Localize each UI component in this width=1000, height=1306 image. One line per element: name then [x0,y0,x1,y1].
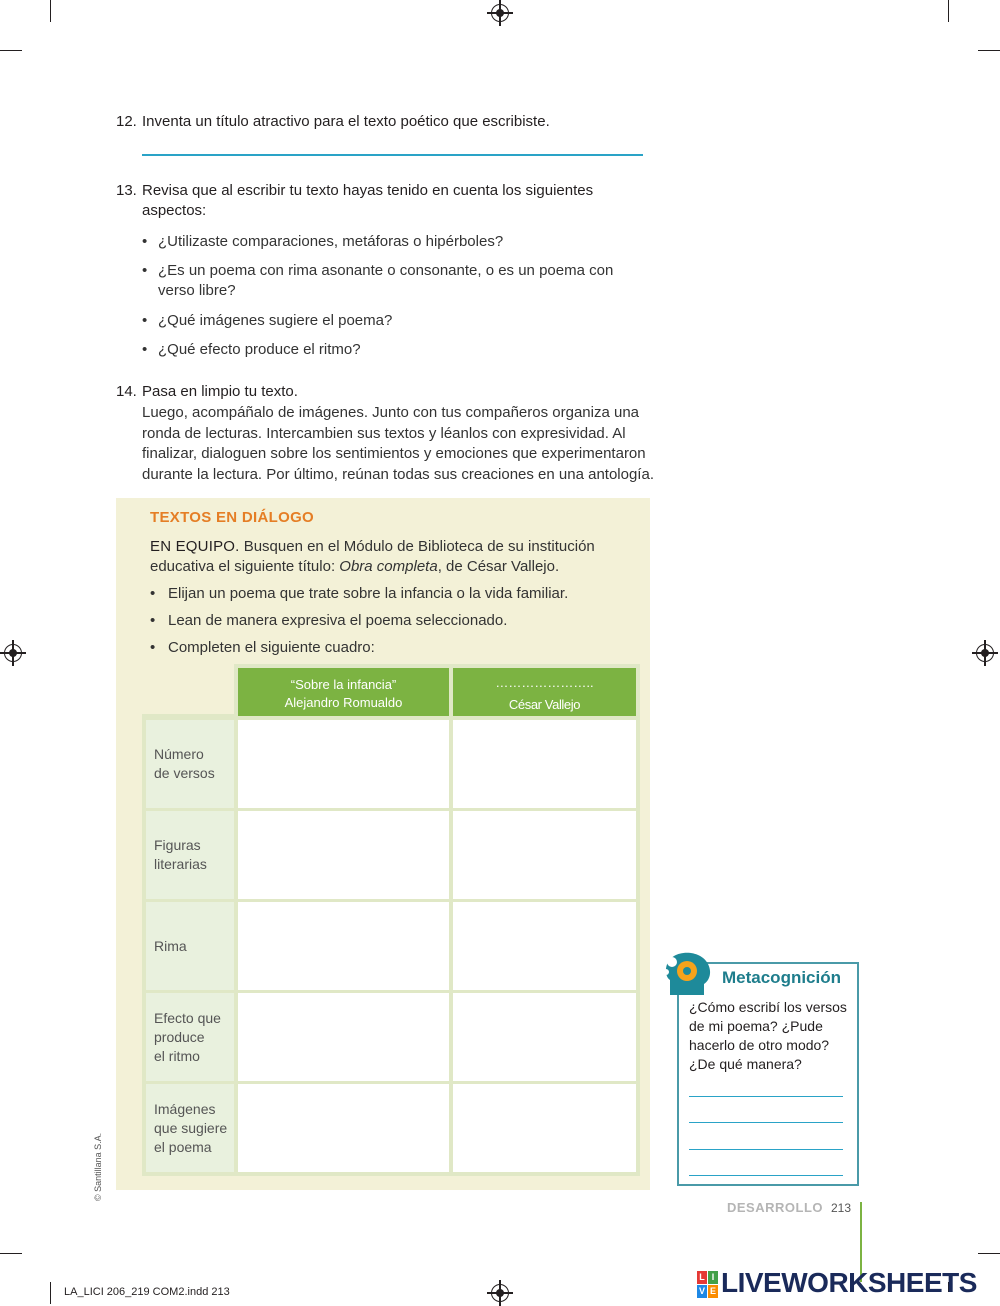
question-13-cont: aspectos: [142,202,207,219]
bullet-item: • ¿Qué efecto produce el ritmo? [142,341,361,358]
question-13: 13. Revisa que al escribir tu texto hayas tenido en cuenta los siguientes [116,182,594,199]
table-row-label: Figuras literarias [146,811,234,899]
completion-table [142,664,640,1176]
registration-mark-icon [491,4,509,22]
table-cell-input[interactable] [238,720,449,808]
q14-line: ronda de lecturas. Intercambien sus textos y léanlos con expresividad. Al [142,425,626,442]
panel-lead-line2: educativa el siguiente título: Obra completa, de César Vallejo. [150,558,560,575]
bullet-item: • ¿Qué imágenes sugiere el poema? [142,312,393,329]
crop-mark [948,0,949,22]
registration-mark-icon [491,1284,509,1302]
panel-title: TEXTOS EN DIÁLOGO [150,509,315,526]
answer-line-meta[interactable] [689,1175,843,1176]
panel-bullet: • Elijan un poema que trate sobre la infancia o la vida familiar. [150,585,569,602]
answer-line-meta[interactable] [689,1122,843,1123]
page-number: 213 [831,1201,852,1215]
file-info: LA_LICI 206_219 COM2.indd 213 [64,1286,230,1298]
crop-mark [0,1253,22,1254]
meta-title: Metacognición [722,968,842,987]
answer-line-meta[interactable] [689,1096,843,1097]
table-cell-input[interactable] [453,811,636,899]
table-cell-input[interactable] [238,1084,449,1172]
q14-line: durante la lectura. Por último, reúnan todas sus creaciones en una antología. [142,466,654,483]
bullet-item-cont: verso libre? [158,282,236,299]
crop-mark [978,1253,1000,1254]
liveworksheets-logo-icon: L I V E [698,1272,716,1296]
q14-line: finalizar, dialoguen sobre los sentimientos y emociones que experimentaron [142,445,646,462]
table-cell-input[interactable] [238,811,449,899]
section-label: DESARROLLO [727,1200,823,1215]
table-row-label: Rima [146,902,234,990]
table-cell-input[interactable] [453,720,636,808]
table-cell-input[interactable] [238,993,449,1081]
liveworksheets-brand[interactable]: LIVEWORKSHEETS [721,1267,977,1298]
crop-mark [978,50,1000,51]
answer-line-meta[interactable] [689,1149,843,1150]
table-cell-input[interactable] [453,902,636,990]
crop-mark [50,0,51,22]
answer-line-q12[interactable] [142,154,643,156]
table-cell-input[interactable] [453,1084,636,1172]
table-cell-input[interactable] [453,993,636,1081]
table-header-col1: “Sobre la infancia” Alejandro Romualdo [238,668,449,716]
table-corner [142,664,234,714]
bullet-item: • ¿Utilizaste comparaciones, metáforas o hipérboles? [142,233,504,250]
table-row-label: Número de versos [146,720,234,808]
table-cell-input[interactable] [238,902,449,990]
bullet-item: • ¿Es un poema con rima asonante o consonante, o es un poema con [142,262,614,279]
meta-question: ¿Cómo escribí los versos de mi poema? ¿Pude hacerlo de otro modo? ¿De qué manera? [689,999,847,1072]
table-header-col2: ………………….. César Vallejo [453,668,636,716]
panel-bullet: • Completen el siguiente cuadro: [150,639,375,656]
table-row-label: Imágenes que sugiere el poema [146,1084,234,1172]
crop-mark [0,50,22,51]
panel-bullet: • Lean de manera expresiva el poema seleccionado. [150,612,508,629]
question-14: 14. Pasa en limpio tu texto. [116,383,298,400]
q14-line: Luego, acompáñalo de imágenes. Junto con tus compañeros organiza una [142,404,639,421]
copyright-text: © Santillana S.A. [93,1132,103,1201]
registration-mark-icon [976,644,994,662]
head-gear-icon [660,950,718,1000]
table-row-label: Efecto que produce el ritmo [146,993,234,1081]
registration-mark-icon [4,644,22,662]
crop-mark [50,1282,51,1304]
panel-lead: EN EQUIPO. Busquen en el Módulo de Biblioteca de su institución [150,538,595,555]
question-12: 12. Inventa un título atractivo para el texto poético que escribiste. [116,113,550,130]
